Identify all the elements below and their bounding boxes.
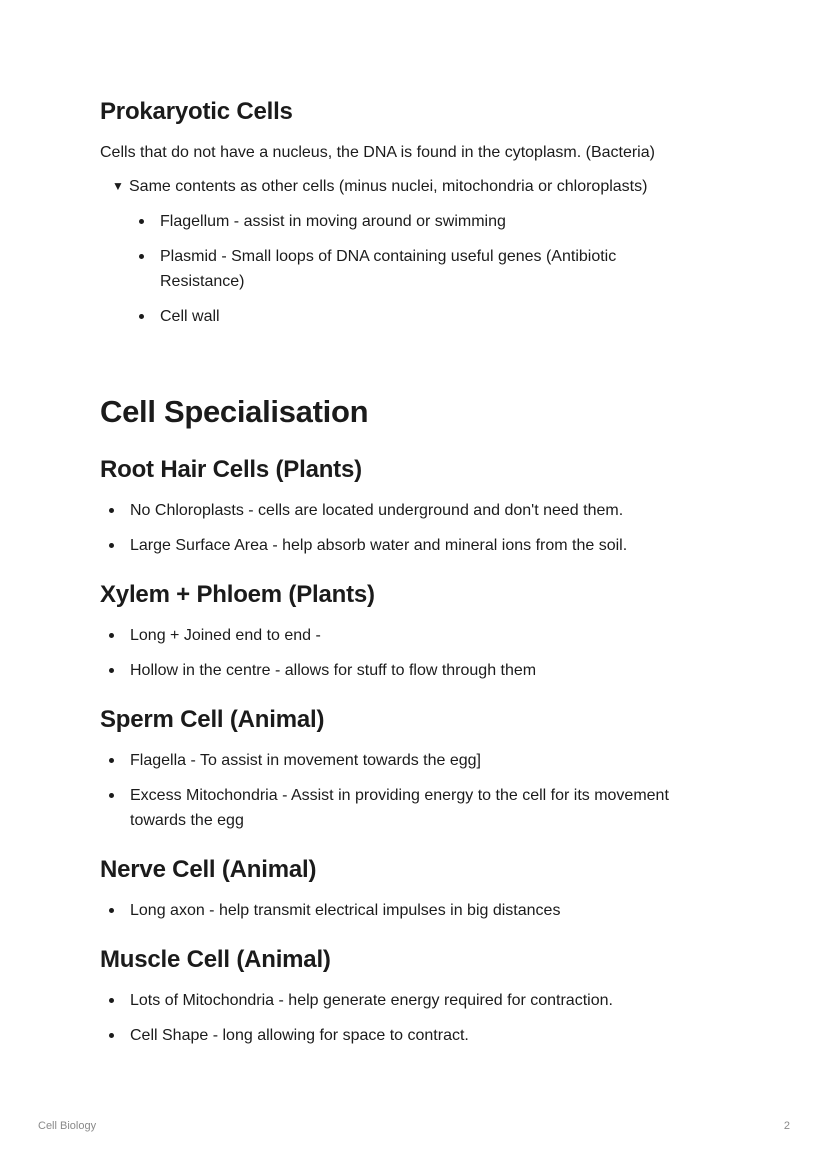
prokaryotic-heading: Prokaryotic Cells	[100, 98, 293, 125]
sperm-cell-list	[100, 748, 680, 843]
list-item: Long axon - help transmit electrical impulses in big distances	[100, 898, 740, 923]
toggle-label: Same contents as other cells (minus nuclei, mitochondria or chloroplasts)	[129, 178, 648, 195]
list-item: Cell wall	[130, 304, 690, 329]
list-item: Cell Shape - long allowing for space to contract.	[100, 1023, 740, 1048]
toggle-block[interactable]	[112, 174, 647, 199]
list-item: Flagellum - assist in moving around or swimming	[130, 209, 690, 234]
list-item: Hollow in the centre - allows for stuff to flow through them	[100, 658, 740, 683]
prokaryotic-intro: Cells that do not have a nucleus, the DNA is found in the cytoplasm. (Bacteria)	[100, 144, 655, 161]
list-item: Long + Joined end to end -	[100, 623, 740, 648]
nerve-cell-list	[100, 898, 740, 933]
list-item: Large Surface Area - help absorb water and mineral ions from the soil.	[100, 533, 740, 558]
section-heading-muscle-cell: Muscle Cell (Animal)	[100, 946, 331, 973]
section-heading-root-hair: Root Hair Cells (Plants)	[100, 456, 362, 483]
footer-page-number: 2	[783, 1120, 790, 1132]
specialisation-heading: Cell Specialisation	[100, 394, 369, 429]
triangle-down-icon[interactable]: ▼	[112, 179, 124, 193]
list-item: Excess Mitochondria - Assist in providing energy to the cell for its movement towards the egg	[100, 783, 680, 833]
section-heading-xylem-phloem: Xylem + Phloem (Plants)	[100, 581, 375, 608]
list-item: Plasmid - Small loops of DNA containing useful genes (Antibiotic Resistance)	[130, 244, 690, 294]
prokaryotic-list	[130, 209, 690, 339]
xylem-phloem-list	[100, 623, 740, 693]
footer-doc-title: Cell Biology	[38, 1120, 97, 1132]
section-heading-sperm-cell: Sperm Cell (Animal)	[100, 706, 325, 733]
muscle-cell-list	[100, 988, 740, 1058]
root-hair-list	[100, 498, 740, 568]
list-item: Flagella - To assist in movement towards the egg]	[100, 748, 680, 773]
section-heading-nerve-cell: Nerve Cell (Animal)	[100, 856, 317, 883]
list-item: No Chloroplasts - cells are located underground and don't need them.	[100, 498, 740, 523]
list-item: Lots of Mitochondria - help generate energy required for contraction.	[100, 988, 740, 1013]
